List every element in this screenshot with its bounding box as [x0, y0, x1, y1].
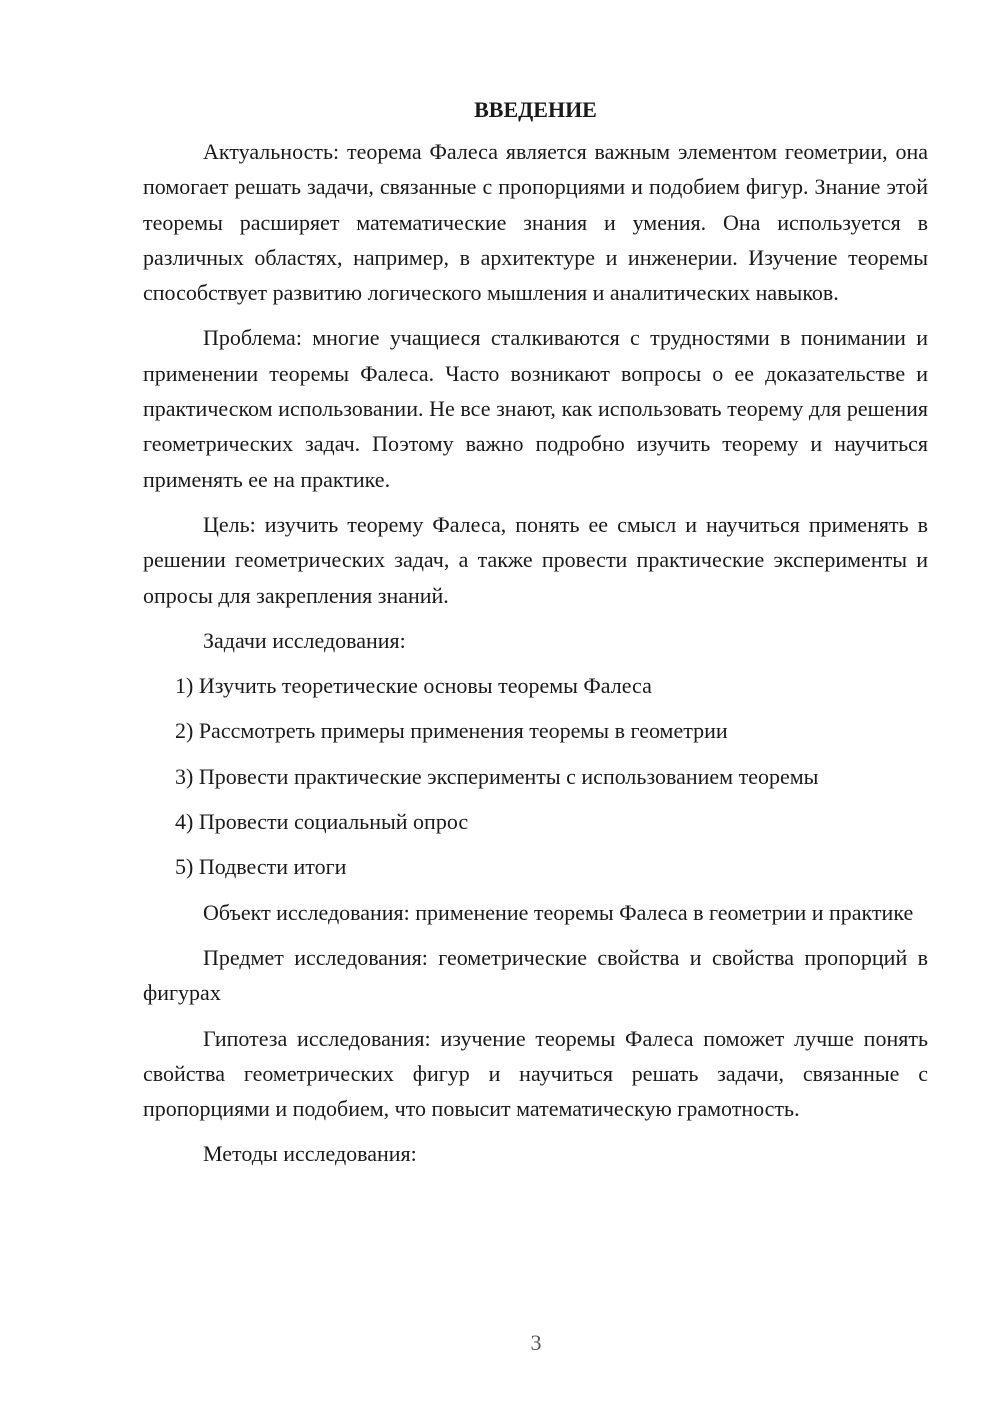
page-number: 3	[530, 1330, 542, 1355]
paragraph-object: Объект исследования: применение теоремы Фалеса в геометрии и практике	[203, 899, 914, 925]
tasks-heading: Задачи исследования:	[203, 627, 406, 653]
list-item: 4) Провести социальный опрос	[175, 809, 469, 835]
methods-heading: Методы исследования:	[203, 1141, 417, 1167]
paragraph-hypothesis: Гипотеза исследования: изучение теоремы Фалеса поможет лучше понять свойства геометрических фигур и научиться решать задачи, связанные с пропорциями и подобием, что повысит математическую грамотность.	[143, 1025, 928, 1122]
paragraph-goal: Цель: изучить теорему Фалеса, понять ее смысл и научиться применять в решении геометрических задач, а также провести практические эксперименты и опросы для закрепления знаний.	[143, 511, 928, 608]
list-item: 3) Провести практические эксперименты с использованием теоремы	[175, 763, 819, 789]
tasks-list	[143, 668, 928, 884]
list-item: 1) Изучить теоретические основы теоремы Фалеса	[175, 673, 652, 699]
paragraph-subject: Предмет исследования: геометрические свойства и свойства пропорций в фигурах	[143, 944, 928, 1006]
paragraph-problem: Проблема: многие учащиеся сталкиваются с трудностями в понимании и применении теоремы Фалеса. Часто возникают вопросы о ее доказательстве и практическом использовании. Не все знают, как использовать теорему для решения геометрических задач. Поэтому важно подробно изучить теорему и научиться применять ее на практике.	[143, 325, 928, 492]
list-item: 5) Подвести итоги	[175, 854, 347, 880]
paragraph-relevance: Актуальность: теорема Фалеса является важным элементом геометрии, она помогает решать задачи, связанные с пропорциями и подобием фигур. Знание этой теоремы расширяет математические знания и умения. Она используется в различных областях, например, в архитектуре и инженерии. Изучение теоремы способствует развитию логического мышления и аналитических навыков.	[143, 139, 928, 306]
list-item: 2) Рассмотреть примеры применения теоремы в геометрии	[175, 718, 728, 744]
section-title: ВВЕДЕНИЕ	[474, 97, 597, 122]
